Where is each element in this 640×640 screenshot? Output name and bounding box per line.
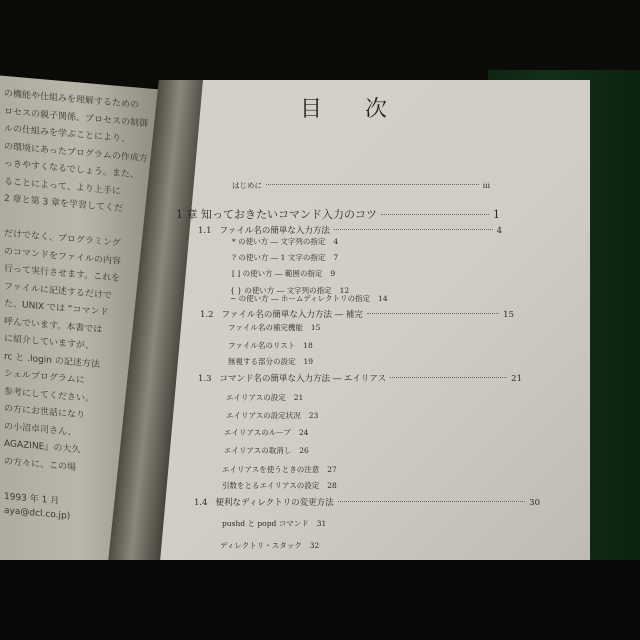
toc-entry-label: ? の使い方 ― 1 文字の指定 (232, 253, 326, 262)
toc-entry-label: エイリアスのループ (224, 428, 291, 437)
toc-entry (222, 480, 337, 491)
toc-entry-label: ファイル名の簡単な入力方法 (219, 226, 330, 236)
toc-entry (232, 268, 335, 279)
dark-foreground (0, 560, 640, 640)
toc-entry (228, 356, 313, 367)
toc-leader-dots (367, 313, 499, 314)
toc-entry-label: 1 章 知っておきたいコマンド入力のコツ (176, 208, 377, 221)
toc-entry-label: エイリアスを使うときの注意 (222, 465, 320, 474)
left-page-line: AGAZINE』の大久 (4, 438, 81, 456)
toc-leader-dots (334, 229, 493, 230)
toc-entry-label: ファイル名のリスト (228, 341, 296, 350)
toc-leader-dots (381, 214, 489, 215)
left-page-line: の方にお世話になり (4, 403, 86, 421)
toc-entry-label: エイリアスの設定 (226, 393, 286, 402)
toc-section-number: 1.3 (198, 374, 212, 384)
toc-entry-label: コマンド名の簡単な入力方法 ― エイリアス (219, 374, 387, 384)
left-page-line: aya@dcl.co.jp) (4, 505, 71, 522)
toc-section-entry (200, 308, 514, 320)
toc-entry (232, 180, 490, 191)
toc-entry-label: ファイル名の補完機能 (228, 323, 303, 332)
toc-entry (232, 236, 338, 247)
toc-page-number: 1 (493, 208, 500, 221)
toc-entry-label: pushd と popd コマンド (222, 519, 309, 528)
left-page-line: 行って実行させます。これを (4, 263, 121, 285)
toc-entry-label: エイリアスの設定状況 (226, 411, 301, 420)
toc-entry-label: はじめに (232, 181, 262, 190)
toc-title: 目 次 (300, 97, 405, 122)
toc-page-number: 31 (316, 519, 327, 528)
toc-section-number: 1.1 (198, 226, 212, 236)
toc-entry (226, 392, 303, 403)
toc-page-number: 26 (299, 446, 309, 455)
toc-entry (228, 322, 320, 333)
toc-entry-label: ファイル名の簡単な入力方法 ― 補完 (221, 310, 363, 320)
toc-page-number: 30 (529, 498, 540, 508)
toc-entry-label: 便利なディレクトリの変更方法 (215, 498, 334, 508)
toc-entry (232, 252, 338, 263)
toc-entry (224, 427, 308, 438)
left-page-line: の小沼卓司さん、 (4, 421, 77, 438)
left-page-line: に紹介していますが、 (4, 333, 95, 352)
toc-page-number: 27 (327, 465, 337, 474)
toc-entry-label: 引数をとるエイリアスの設定 (222, 481, 320, 490)
left-page-line: ロセスの親子関係、プロセスの制御 (4, 106, 149, 129)
left-page-line: rc と .login の記述方法 (4, 351, 100, 370)
toc-page-number: 15 (503, 310, 514, 320)
toc-section-number: 1.4 (194, 498, 208, 508)
toc-leader-dots (338, 501, 525, 502)
left-page-line: 参考にしてください。 (4, 386, 95, 405)
toc-page-number: 7 (333, 253, 339, 262)
toc-page-number: 21 (293, 393, 304, 402)
left-page-line: だけでなく、プログラミング (4, 228, 121, 250)
toc-entry (228, 340, 313, 351)
toc-entry-label: ディレクトリ・スタック (220, 541, 302, 550)
toc-page-number: 32 (309, 541, 320, 550)
toc-page-number: 14 (378, 294, 388, 303)
toc-entry-label: [ ] の使い方 ― 範囲の指定 (232, 269, 323, 278)
toc-page-number: 15 (310, 323, 321, 332)
left-page-line: ファイルに記述するだけで (4, 281, 112, 301)
toc-page-number: 19 (303, 357, 314, 366)
toc-entry-label: ~ の使い方 ― ホームディレクトリの指定 (230, 294, 371, 303)
toc-entry (230, 293, 388, 304)
toc-entry (226, 410, 318, 421)
left-page-line: っきやすくなるでしょう。また、 (4, 158, 139, 181)
left-page-line: のコマンドをファイルの内容 (4, 246, 121, 267)
toc-entry (224, 445, 309, 456)
toc-page-number: 28 (327, 481, 337, 490)
toc-entry (222, 518, 326, 529)
toc-entry (222, 464, 337, 475)
left-page-line: た、UNIX では “コマンド (4, 298, 109, 318)
left-page-line: ルの仕組みを学ぶことにより、 (4, 123, 131, 145)
toc-entry-label: { } の使い方 ― 文字列の指定 (230, 286, 332, 295)
toc-entry-label: エイリアスの取消し (224, 446, 292, 455)
toc-entry-label: * の使い方 ― 文字列の指定 (232, 237, 326, 246)
left-page-line: 1993 年 1 月 (4, 491, 60, 507)
left-page-line: 呼んでいます。本書では (4, 316, 103, 335)
toc-section-entry (198, 224, 502, 236)
toc-section-entry (198, 372, 522, 384)
toc-chapter-entry (176, 206, 500, 222)
toc-page-number: 21 (511, 374, 522, 384)
left-page-line: の環境にあったプログラムの作成方 (4, 141, 148, 164)
left-page-line: の方々に、この場 (4, 456, 77, 473)
toc-page-number: 12 (339, 286, 350, 295)
left-page-line: 2 章と第 3 章を学習してくだ (4, 193, 124, 215)
toc-entry-label: 無視する部分の設定 (228, 357, 296, 366)
toc-page-number: 4 (333, 237, 339, 246)
toc-page-number: iii (482, 181, 490, 190)
left-page-line: の機能や仕組みを理解するための (4, 88, 140, 111)
toc-page-number: 9 (330, 269, 336, 278)
toc-page-number: 4 (496, 226, 502, 236)
toc-entry (220, 540, 319, 551)
toc-page-number: 23 (308, 411, 319, 420)
toc-section-entry (194, 496, 540, 508)
toc-leader-dots (390, 377, 507, 378)
toc-leader-dots (266, 184, 479, 185)
left-page-line: シェルプログラムに (4, 368, 85, 386)
toc-page-number: 18 (303, 341, 313, 350)
toc-page-number: 24 (298, 428, 309, 437)
left-page-line: ることによって、より上手に (4, 176, 121, 197)
toc-section-number: 1.2 (200, 310, 214, 320)
